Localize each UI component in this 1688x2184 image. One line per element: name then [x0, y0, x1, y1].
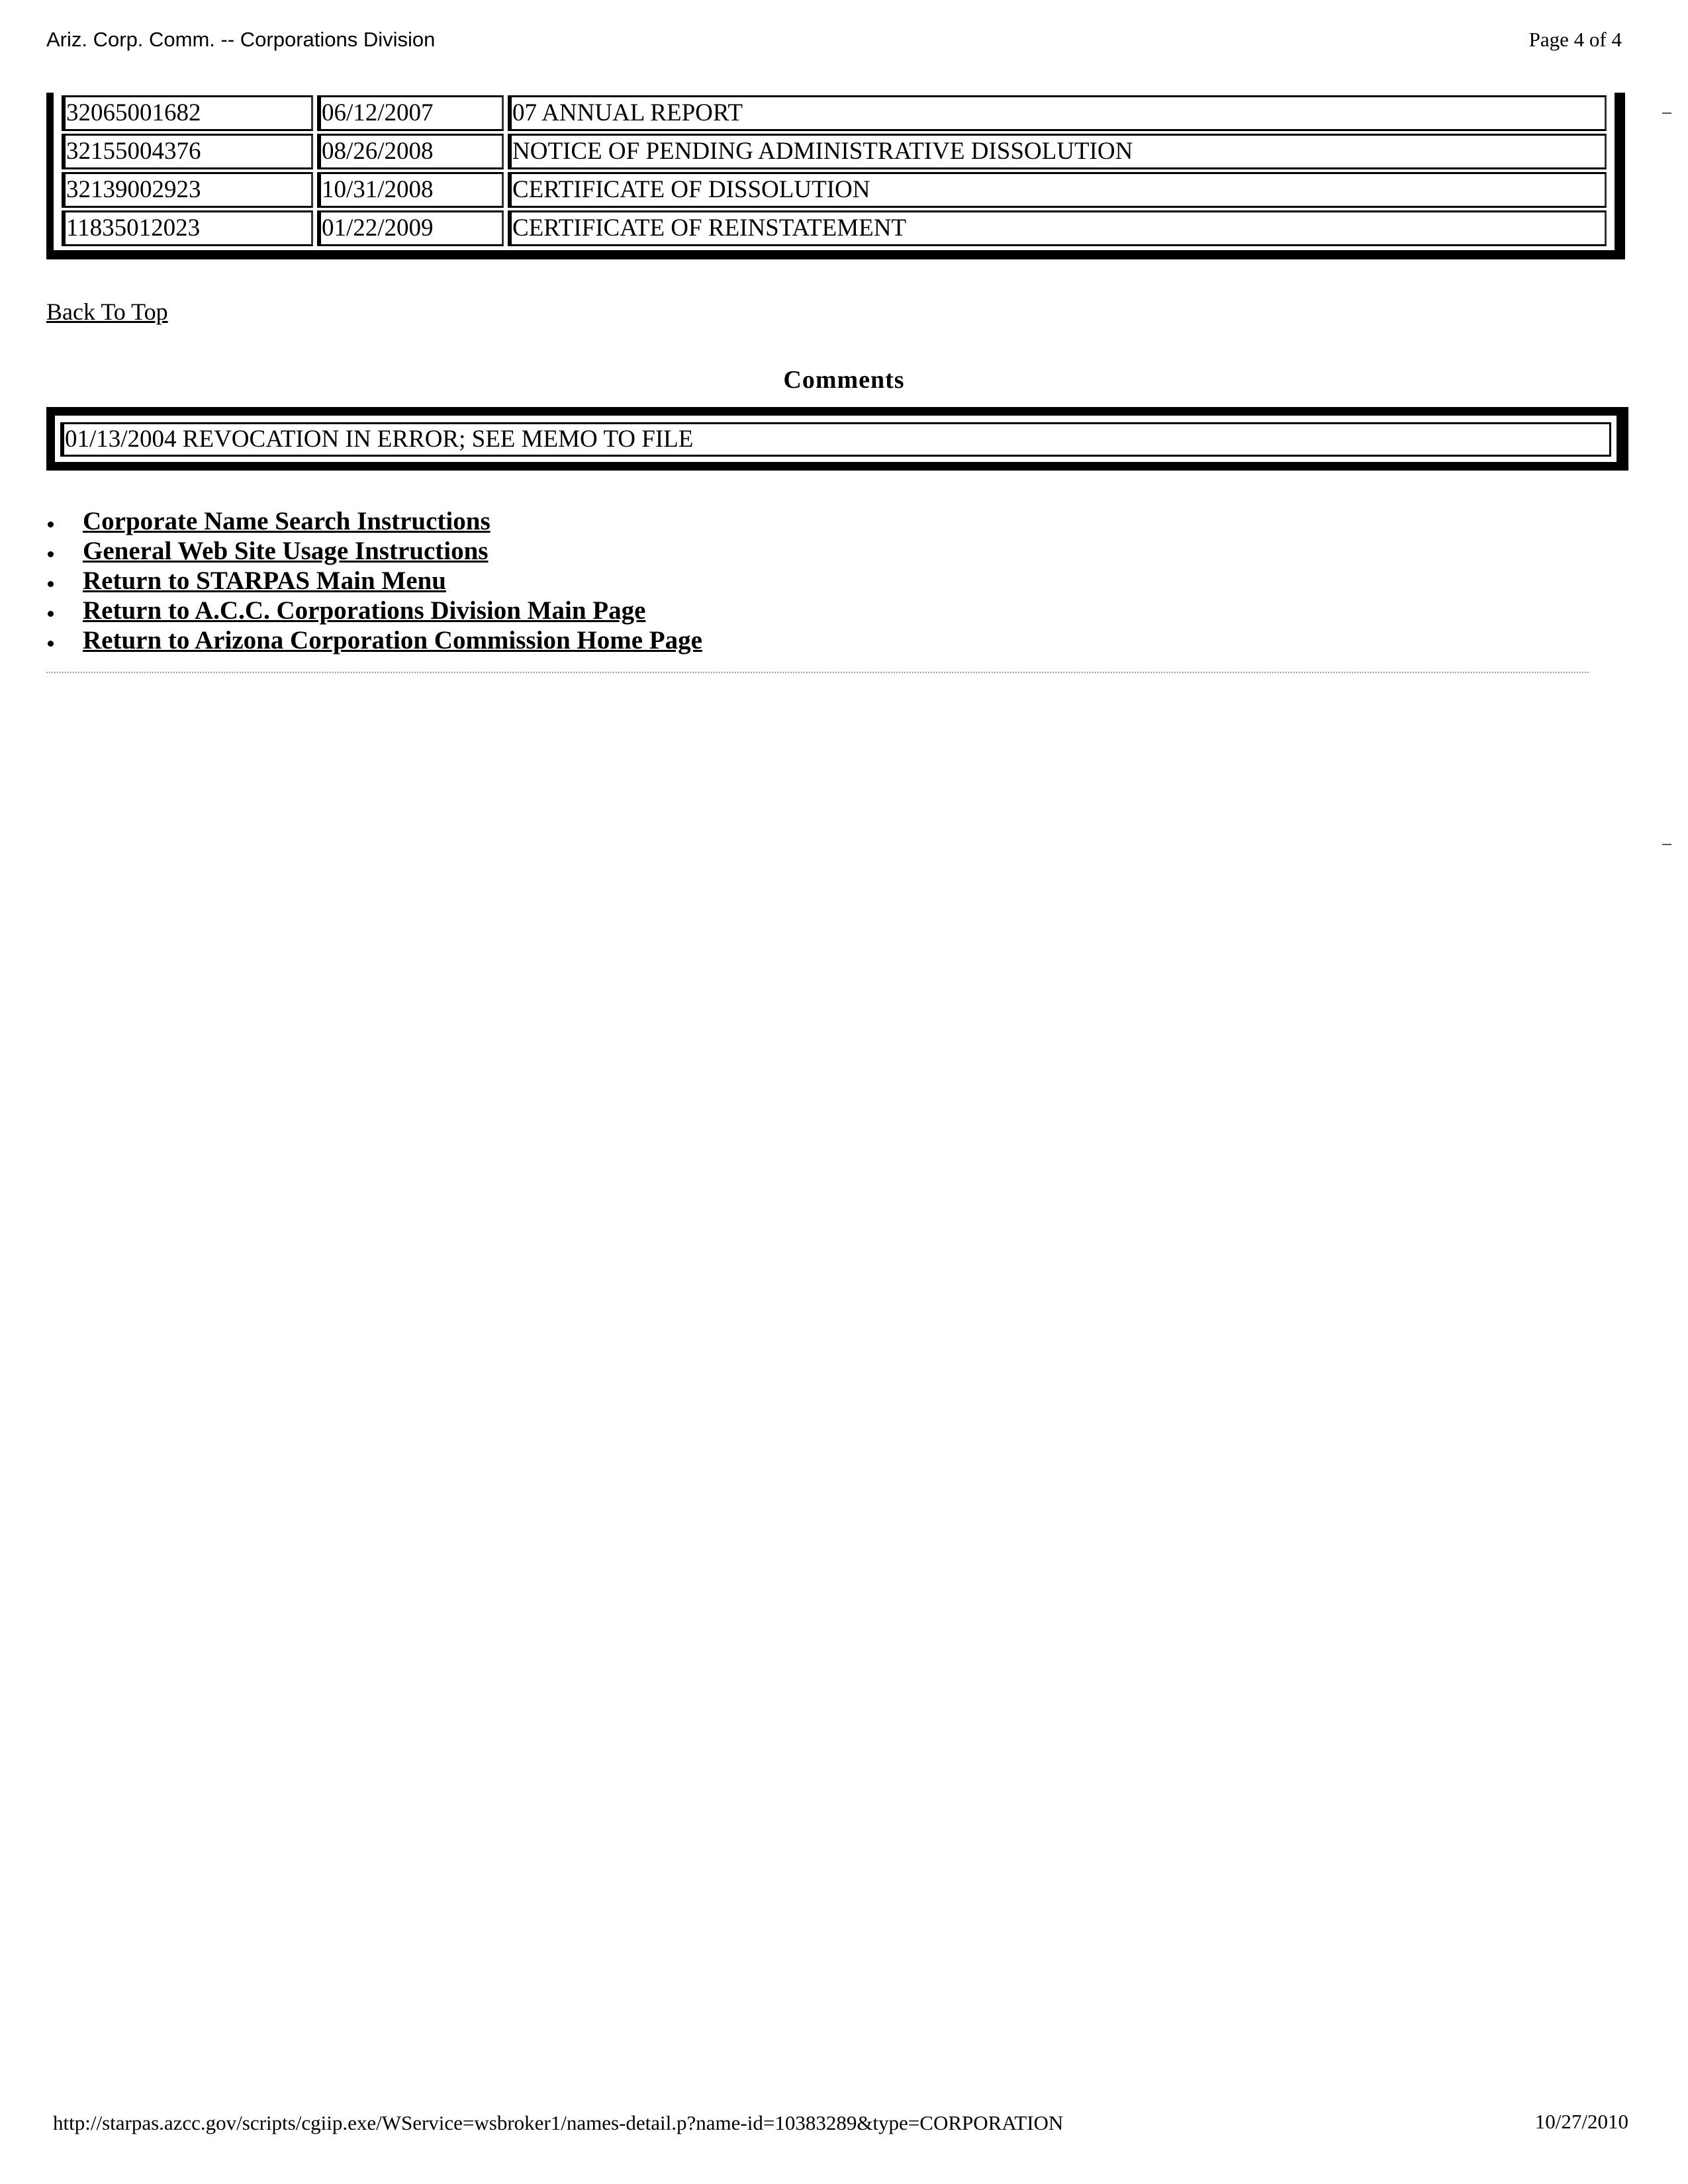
table-row: [62, 95, 1607, 131]
doc-number-cell: 32155004376: [62, 134, 313, 169]
edge-mark: [1662, 113, 1671, 114]
footer-date: 10/27/2010: [1534, 2110, 1628, 2133]
table-row: [62, 134, 1607, 169]
filings-table: [46, 93, 1625, 259]
edge-mark: [1662, 844, 1671, 845]
description-cell: CERTIFICATE OF DISSOLUTION: [508, 172, 1607, 208]
doc-number-cell: 32139002923: [62, 172, 313, 208]
corporations-division-main-page-link[interactable]: Return to A.C.C. Corporations Division Main Page: [83, 596, 646, 625]
table-row: [62, 210, 1607, 246]
description-cell: 07 ANNUAL REPORT: [508, 95, 1607, 131]
commission-home-page-link[interactable]: Return to Arizona Corporation Commission Home Page: [83, 626, 702, 655]
comments-heading: Comments: [783, 366, 905, 394]
comment-entry: 01/13/2004 REVOCATION IN ERROR; SEE MEMO TO FILE: [60, 422, 1611, 457]
footer-url: http://starpas.azcc.gov/scripts/cgiip.exe/WService=wsbroker1/names-detail.p?name-id=10383289&type=CORPORATION: [53, 2111, 1064, 2134]
date-cell: 10/31/2008: [317, 172, 504, 208]
list-item: [46, 536, 702, 566]
list-item: [46, 566, 702, 596]
back-to-top-link[interactable]: Back To Top: [46, 298, 168, 325]
date-cell: 08/26/2008: [317, 134, 504, 169]
doc-number-cell: 32065001682: [62, 95, 313, 131]
list-item: [46, 625, 702, 655]
description-cell: CERTIFICATE OF REINSTATEMENT: [508, 210, 1607, 246]
general-web-site-usage-instructions-link[interactable]: General Web Site Usage Instructions: [83, 537, 489, 565]
page-header-title: Ariz. Corp. Comm. -- Corporations Division: [46, 28, 436, 51]
doc-number-cell: 11835012023: [62, 210, 313, 246]
date-cell: 01/22/2009: [317, 210, 504, 246]
list-item: [46, 596, 702, 625]
navigation-links: [46, 506, 702, 655]
divider: [46, 672, 1589, 673]
page-indicator: Page 4 of 4: [1528, 28, 1622, 51]
date-cell: 06/12/2007: [317, 95, 504, 131]
comments-table: [46, 407, 1628, 471]
starpas-main-menu-link[interactable]: Return to STARPAS Main Menu: [83, 567, 446, 595]
corporate-name-search-instructions-link[interactable]: Corporate Name Search Instructions: [83, 507, 491, 535]
description-cell: NOTICE OF PENDING ADMINISTRATIVE DISSOLUTION: [508, 134, 1607, 169]
table-row: [62, 172, 1607, 208]
list-item: [46, 506, 702, 536]
